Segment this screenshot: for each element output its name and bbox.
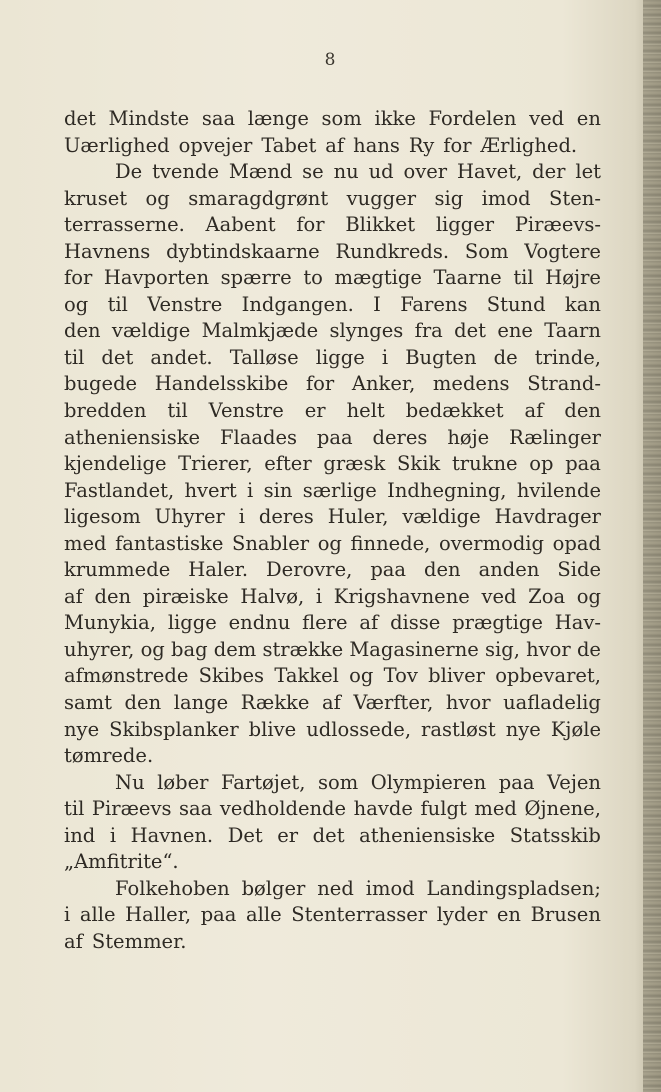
word: dybtindskaarne <box>166 239 320 263</box>
word: og <box>140 637 165 661</box>
text-line <box>64 265 601 292</box>
word: tvende <box>152 160 220 184</box>
word: Handelsskibe <box>154 372 289 396</box>
word: afmønstrede <box>64 664 189 688</box>
word: græsk <box>323 452 386 476</box>
word: Kjøle <box>550 717 601 741</box>
word: Halvø, <box>240 584 305 608</box>
word: Takkel <box>274 664 339 688</box>
word: saa <box>179 797 213 821</box>
word: imod <box>365 876 415 900</box>
word: løber <box>157 770 209 794</box>
word: smaragdgrønt <box>188 186 329 210</box>
word: vældige <box>402 505 481 529</box>
word: for <box>305 372 335 396</box>
text-line <box>64 637 601 664</box>
word: tømrede. <box>64 744 154 768</box>
word: Højre <box>545 266 601 290</box>
word: Bugten <box>405 345 477 369</box>
word: ikke <box>374 107 416 130</box>
word: ligge <box>167 611 217 635</box>
word: Statsskib <box>509 823 601 847</box>
word: bedækket <box>405 399 504 423</box>
word: ind <box>64 823 96 847</box>
word: Række <box>240 691 310 715</box>
word: Ærlighed. <box>480 133 578 157</box>
text-line <box>64 371 601 398</box>
word: ved <box>481 584 517 608</box>
word: Huler, <box>327 505 389 529</box>
word: Talløse <box>229 345 299 369</box>
word: Brusen <box>530 903 601 927</box>
word: Vogtere <box>524 239 601 263</box>
word: det <box>64 107 96 130</box>
word: med <box>474 797 517 821</box>
word: op <box>529 452 554 476</box>
text-line <box>64 610 601 637</box>
word: høje <box>447 425 490 449</box>
text-line <box>64 823 601 850</box>
word: af <box>359 611 379 635</box>
word: Rundkreds. <box>335 239 450 263</box>
text-line <box>64 796 601 823</box>
word: kruset <box>64 186 128 210</box>
word: Fartøjet, <box>221 770 306 794</box>
word: I <box>373 292 381 316</box>
word: disse <box>390 611 441 635</box>
text-line <box>64 318 601 345</box>
word: er <box>277 823 299 847</box>
word: helt <box>346 399 385 423</box>
text-line <box>64 451 601 478</box>
word: ved <box>529 107 565 130</box>
word: er <box>304 399 326 423</box>
text-line <box>64 478 601 505</box>
word: fra <box>414 319 443 343</box>
word: opbevaret, <box>495 664 601 688</box>
word: Landingspladsen; <box>426 876 601 900</box>
word: Indhegning, <box>387 478 507 502</box>
word: til <box>513 266 534 290</box>
word: over <box>403 160 448 184</box>
word: terrasserne. <box>64 213 185 237</box>
word: Strand- <box>527 372 601 396</box>
word: uhyrer, <box>64 637 135 661</box>
word: og <box>145 186 170 210</box>
word: flere <box>302 611 348 635</box>
word: Øjnene, <box>524 797 601 821</box>
text-line <box>64 212 601 239</box>
word: Sten- <box>549 186 601 210</box>
word: Stemmer. <box>91 929 187 953</box>
word: det <box>312 823 345 847</box>
word: finnede, <box>350 531 431 555</box>
word: Haller, <box>125 903 192 927</box>
word: atheniensiske <box>359 823 496 847</box>
word: Piræevs <box>91 797 172 821</box>
word: til <box>64 797 85 821</box>
word: endnu <box>228 611 291 635</box>
word: prægtige <box>452 611 543 635</box>
word: medens <box>432 372 510 396</box>
word: „Amfitrite“. <box>64 850 179 874</box>
word: Venstre <box>208 399 284 423</box>
word: Anker, <box>351 372 416 396</box>
word: alle <box>79 903 116 927</box>
text-line <box>64 743 601 770</box>
text-line <box>64 902 601 929</box>
word: Det <box>227 823 263 847</box>
text-line <box>64 425 601 452</box>
word: Vejen <box>547 770 601 794</box>
word: den <box>94 584 132 608</box>
word: med <box>64 531 107 555</box>
word: og <box>576 584 601 608</box>
word: af <box>321 691 341 715</box>
word: Flaades <box>219 425 298 449</box>
word: til <box>107 292 128 316</box>
word: Stund <box>486 292 546 316</box>
word: alle <box>246 903 282 927</box>
word: for <box>443 133 472 157</box>
word: Havdrager <box>494 505 601 529</box>
word: i <box>109 823 117 847</box>
word: fulgt <box>420 797 467 821</box>
word: ligge <box>315 345 365 369</box>
text-line <box>64 770 601 797</box>
word: Malmkjæde <box>201 319 319 343</box>
word: ud <box>368 160 394 184</box>
word: den <box>64 319 101 343</box>
word: trukne <box>451 452 518 476</box>
word: Som <box>464 239 509 263</box>
word: strække <box>262 637 344 661</box>
word: sin <box>263 478 293 502</box>
word: samt <box>64 691 112 715</box>
text-line <box>64 159 601 186</box>
word: særlige <box>302 478 377 502</box>
word: bliver <box>428 664 485 688</box>
word: deres <box>258 505 314 529</box>
text-line <box>64 186 601 213</box>
word: piræiske <box>142 584 229 608</box>
text-line <box>64 504 601 531</box>
word: Fordelen <box>428 107 517 130</box>
word: hvor <box>445 691 491 715</box>
word: bølger <box>241 876 306 900</box>
word: bredden <box>64 399 147 423</box>
text-line <box>64 398 601 425</box>
word: vældige <box>111 319 191 343</box>
word: deres <box>372 425 428 449</box>
word: krummede <box>64 558 171 582</box>
word: for <box>64 266 93 290</box>
word: vedholdende <box>219 797 347 821</box>
word: i <box>247 478 254 502</box>
word: ene <box>497 319 533 343</box>
text-line <box>64 557 601 584</box>
word: let <box>575 160 601 184</box>
text-line <box>64 106 601 133</box>
word: ned <box>317 876 354 900</box>
word: trinde, <box>534 345 601 369</box>
word: spærre <box>220 266 292 290</box>
word: og <box>64 292 89 316</box>
word: rastløst <box>421 717 496 741</box>
text-line <box>64 663 601 690</box>
word: til <box>167 399 188 423</box>
word: af <box>524 399 544 423</box>
text-line <box>64 876 601 903</box>
word: Blikket <box>345 213 416 237</box>
word: Krigshavnene <box>333 584 470 608</box>
word: og <box>317 531 342 555</box>
word: Aabent <box>205 213 276 237</box>
word: paa <box>370 558 407 582</box>
word: den <box>424 558 461 582</box>
word: Mænd <box>228 160 293 184</box>
word: hvilende <box>516 478 601 502</box>
word: en <box>496 903 521 927</box>
word: Rælinger <box>509 425 601 449</box>
text-line <box>64 239 601 266</box>
word: hvor <box>526 637 571 661</box>
word: se <box>302 160 324 184</box>
word: af <box>64 584 83 608</box>
word: havde <box>353 797 413 821</box>
word: Fastlandet, <box>64 478 175 502</box>
word: sig, <box>484 637 520 661</box>
word: Skibsplanker <box>109 717 239 741</box>
word: saa <box>201 107 236 130</box>
word: paa <box>565 452 601 476</box>
word: opad <box>552 531 601 555</box>
word: der <box>532 160 566 184</box>
page-edge-shadow <box>643 0 661 1092</box>
word: Uærlighed <box>64 133 170 157</box>
word: ligger <box>435 213 495 237</box>
word: nye <box>64 717 100 741</box>
word: Side <box>557 558 601 582</box>
word: Tabet <box>261 133 317 157</box>
word: imod <box>481 186 531 210</box>
word: Piræevs- <box>514 213 601 237</box>
word: Haler. <box>188 558 249 582</box>
word: Skibes <box>198 664 265 688</box>
word: Taarne <box>433 266 502 290</box>
word: lyder <box>436 903 488 927</box>
word: blive <box>248 717 297 741</box>
word: Magasinerne <box>349 637 479 661</box>
text-line <box>64 929 601 956</box>
word: Havporten <box>103 266 210 290</box>
word: kan <box>564 292 601 316</box>
text-line <box>64 690 601 717</box>
word: lange <box>173 691 229 715</box>
word: af <box>64 929 83 953</box>
word: det <box>101 345 134 369</box>
word: Ry <box>408 133 435 157</box>
word: paa <box>316 425 353 449</box>
word: vugger <box>346 186 417 210</box>
word: Hav- <box>554 611 601 635</box>
word: paa <box>498 770 535 794</box>
word: to <box>303 266 323 290</box>
word: af <box>325 133 345 157</box>
text-line <box>64 292 601 319</box>
word: Olympieren <box>370 770 487 794</box>
word: den <box>124 691 162 715</box>
word: Mindste <box>108 107 190 130</box>
word: Farens <box>400 292 468 316</box>
text-line <box>64 345 601 372</box>
word: dem <box>213 637 257 661</box>
word: anden <box>478 558 540 582</box>
word: det <box>454 319 486 343</box>
word: kjendelige <box>64 452 167 476</box>
word: som <box>321 107 362 130</box>
word: Folkehoben <box>115 876 230 900</box>
word: slynges <box>329 319 404 343</box>
text-line <box>64 133 601 160</box>
word: udlossede, <box>306 717 412 741</box>
word: De <box>115 160 143 184</box>
page-number: 8 <box>324 50 337 70</box>
word: andet. <box>150 345 213 369</box>
body-text <box>64 106 601 956</box>
text-line <box>64 584 601 611</box>
word: Værfter, <box>353 691 434 715</box>
word: som <box>317 770 359 794</box>
word: Zoa <box>528 584 566 608</box>
word: til <box>64 345 85 369</box>
word: Nu <box>115 770 145 794</box>
text-line <box>64 531 601 558</box>
word: atheniensiske <box>64 425 201 449</box>
word: længe <box>247 107 309 130</box>
word: Uhyrer <box>154 505 225 529</box>
word: Skik <box>397 452 441 476</box>
word: Tov <box>383 664 418 688</box>
word: Stenterrasser <box>291 903 428 927</box>
word: Munykia, <box>64 611 156 635</box>
word: i <box>64 903 71 927</box>
word: Snabler <box>231 531 310 555</box>
word: Trierer, <box>178 452 253 476</box>
word: Indgangen. <box>241 292 354 316</box>
word: og <box>349 664 374 688</box>
word: Derovre, <box>266 558 353 582</box>
word: efter <box>264 452 312 476</box>
word: Taarn <box>544 319 601 343</box>
word: Havet, <box>457 160 523 184</box>
word: nye <box>505 717 541 741</box>
word: i <box>238 505 245 529</box>
word: for <box>296 213 325 237</box>
word: i <box>315 584 323 608</box>
word: fantastiske <box>115 531 224 555</box>
word: de <box>576 637 601 661</box>
word: ligesom <box>64 505 141 529</box>
word: Venstre <box>147 292 223 316</box>
word: mægtige <box>334 266 422 290</box>
word: paa <box>200 903 237 927</box>
word: de <box>493 345 518 369</box>
word: overmodig <box>438 531 545 555</box>
word: hans <box>353 133 400 157</box>
word: nu <box>333 160 359 184</box>
word: den <box>564 399 601 423</box>
word: hvert <box>184 478 237 502</box>
word: en <box>576 107 601 130</box>
word: sig <box>434 186 464 210</box>
word: i <box>381 345 389 369</box>
word: bag <box>170 637 208 661</box>
word: Havnen. <box>130 823 214 847</box>
word: uafladelig <box>503 691 601 715</box>
text-line <box>64 717 601 744</box>
word: bugede <box>64 372 138 396</box>
word: Havnens <box>64 239 151 263</box>
word: opvejer <box>178 133 253 157</box>
text-line <box>64 849 601 876</box>
